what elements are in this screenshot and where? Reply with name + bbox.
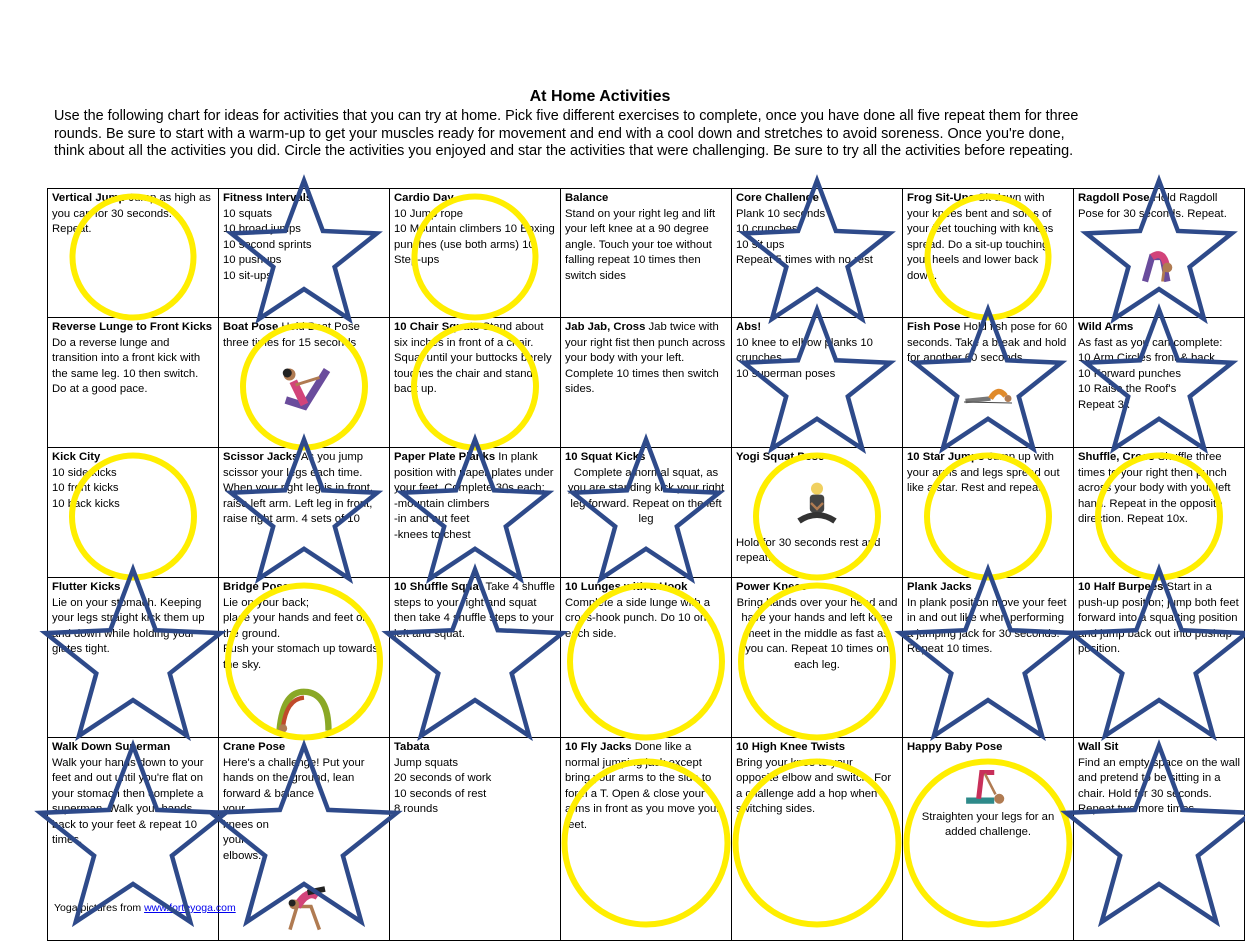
activity-cell-10-squat-kicks	[561, 448, 732, 578]
activity-title: 10 Half Burpees	[1078, 581, 1163, 593]
activity-cell-abs	[732, 318, 903, 448]
activity-description: Walk your hands down to your feet and out until you're flat on your stomach then complete a superman. Walk your hands back to your feet & repeat 10 times.	[52, 756, 214, 849]
activity-cell-10-fly-jacks	[561, 738, 732, 941]
activity-title: Boat Pose	[223, 321, 278, 333]
activity-cell-cardio-day	[390, 189, 561, 318]
activity-title: Crane Pose	[223, 740, 385, 756]
activity-cell-10-half-burpees	[1074, 578, 1245, 738]
activity-note: Hold for 30 seconds rest and repeat.	[736, 536, 898, 567]
activity-title: 10 Chair Squats	[394, 321, 479, 333]
activity-title: Fish Pose	[907, 321, 960, 333]
activity-description: As you jump scissor your legs each time. When your right leg is in front, raise left arm. Left leg in front, raise right arm. 4 sets of 10	[223, 451, 373, 525]
activity-cell-jab-jab-cross	[561, 318, 732, 448]
activity-description: Jab twice with your right fist then punch across your body with your left. Complete 10 times then switch sides.	[565, 321, 725, 395]
page-title: At Home Activities	[0, 88, 1200, 106]
activity-title: Wild Arms	[1078, 320, 1240, 336]
happybaby-figure	[948, 760, 1028, 810]
footer-credit	[54, 902, 236, 914]
activity-cell-power-knees	[732, 578, 903, 738]
activity-description: Complete a normal squat, as you are standing kick your right leg forward. Repeat on the left leg	[565, 466, 727, 528]
activity-cell-frog-sit-ups	[903, 189, 1074, 318]
instructions-paragraph: Use the following chart for ideas for activities that you can try at home. Pick five different exercises to complete, once you have done all five repeat them for three rounds. Be sure to start with a warm-up to get your muscles ready for movement and end with a cool down and stretches to avoid soreness. Once you're done, think about all the activities you did. Circle the activities you enjoyed and star the activities that were challenging. Be sure to try all the activities before repeating.	[54, 108, 1094, 161]
activity-cell-bridge-pose	[219, 578, 390, 738]
activity-cell-flutter-kicks	[48, 578, 219, 738]
activity-title: Vertical Jump	[52, 192, 125, 204]
activity-title: Balance	[565, 191, 727, 207]
activity-title: Shuffle, Cross	[1078, 451, 1155, 463]
activity-title: Jab Jab, Cross	[565, 321, 645, 333]
activity-description: In plank position with paper plates under your feet. Complete 30s each: -mountain climbers -in and out feet -knees to chest	[394, 451, 554, 541]
activity-title: Fitness Intervals	[223, 191, 385, 207]
activity-title: Kick City	[52, 450, 214, 466]
activity-description: Hold Ragdoll Pose for 30 seconds. Repeat.	[1078, 192, 1227, 220]
activity-title: Wall Sit	[1078, 740, 1240, 756]
activity-description: Lie on your stomach. Keeping your legs straight kick them up and down while holding your glutes tight.	[52, 596, 214, 658]
yogi-figure	[787, 470, 847, 536]
activity-title: Reverse Lunge to Front Kicks	[52, 320, 214, 336]
activity-description: 10 knee to elbow planks 10 crunches 10 superman poses	[736, 336, 898, 383]
activity-description: In plank position move your feet in and out like when performing a jumping jack for 30 seconds. Repeat 10 times.	[907, 596, 1069, 658]
activity-cell-10-chair-squats	[390, 318, 561, 448]
grid-row	[48, 189, 1245, 318]
activity-description: Sit down with your knees bent and soles of your feet touching with knees spread. Do a sit-up touching your heels and lower back down.	[907, 192, 1053, 282]
activity-grid	[47, 188, 1245, 941]
crane-figure	[269, 868, 339, 938]
activity-cell-wall-sit	[1074, 738, 1245, 941]
activity-title: 10 Fly Jacks	[565, 741, 632, 753]
activity-description: Bring hands over your head and have your hands and left knee meet in the middle as fast as you can. Repeat 10 times on each leg.	[736, 596, 898, 674]
fish-figure	[933, 371, 1043, 411]
activity-title: Walk Down Superman	[52, 740, 214, 756]
activity-cell-plank-jacks	[903, 578, 1074, 738]
bridge-figure	[269, 677, 339, 735]
activity-title: 10 Lunges with a Hook	[565, 580, 727, 596]
activity-title: Core Challenge	[736, 191, 898, 207]
activity-cell-tabata	[390, 738, 561, 941]
activity-description: Plank 10 seconds 10 crunches 10 sit ups Repeat 5 times with no rest	[736, 207, 898, 269]
activity-title: 10 Star Jumps	[907, 451, 984, 463]
activity-title: Scissor Jacks	[223, 451, 298, 463]
activity-cell-ragdoll-pose	[1074, 189, 1245, 318]
activity-description: Hold fish pose for 60 seconds. Take a break and hold for another 60 seconds.	[907, 321, 1067, 364]
activity-cell-happy-baby-pose	[903, 738, 1074, 941]
activity-title: 10 Squat Kicks	[565, 450, 727, 466]
activity-title: Tabata	[394, 740, 556, 756]
activity-description: Jump up with your arms and legs spread out like a star. Rest and repeat.	[907, 451, 1060, 494]
boat-figure	[257, 355, 352, 415]
activity-description: Take 4 shuffle steps to your right and squat then take 4 shuffle steps to your left and squat.	[394, 581, 555, 640]
activity-cell-fish-pose	[903, 318, 1074, 448]
activity-description: Lie on your back; place your hands and feet on the ground. Push your stomach up towards the sky.	[223, 596, 385, 674]
activity-title: Abs!	[736, 320, 898, 336]
activity-description: Shuffle three times to your right then punch across your body with your left hand. Repeat in the opposite direction. Repeat 10x.	[1078, 451, 1231, 525]
activity-cell-crane-pose	[219, 738, 390, 941]
activity-cell-yogi-squat-pose	[732, 448, 903, 578]
activity-title: Paper Plate Planks	[394, 451, 495, 463]
activity-description: Find an empty space on the wall and pretend to be sitting in a chair. Hold for 30 seconds. Repeat two more times.	[1078, 756, 1240, 818]
footer-prefix: Yoga pictures from	[54, 902, 144, 914]
activity-description: As fast as you can complete: 10 Arm Circles front & back 10 Forward punches 10 Raise the Roof's Repeat 3x	[1078, 336, 1240, 414]
activity-note: Straighten your legs for an added challenge.	[907, 810, 1069, 841]
activity-cell-kick-city	[48, 448, 219, 578]
activity-description: Complete a side lunge with a cross-hook punch. Do 10 on each side.	[565, 596, 727, 643]
activity-cell-10-lunges-with-a-hook	[561, 578, 732, 738]
activity-title: Power Knees	[736, 580, 898, 596]
activity-title: Happy Baby Pose	[907, 740, 1069, 756]
activity-description: Jump as high as you can for 30 seconds. Repeat.	[52, 192, 211, 235]
activity-description: Start in a push-up position; jump both feet forward into a squatting position and jump back out into pushup position.	[1078, 581, 1239, 655]
activity-description: Stand about six inches in front of a chair. Squat until your buttocks barely touches the chair and stand back up.	[394, 321, 552, 395]
activity-title: Ragdoll Pose	[1078, 192, 1150, 204]
activity-title: Bridge Pose	[223, 580, 385, 596]
activity-cell-wild-arms	[1074, 318, 1245, 448]
activity-description: Hold Boat Pose three times for 15 seconds	[223, 321, 360, 349]
activity-description: Do a reverse lunge and transition into a front kick with the same leg. 10 then switch. Do at a good pace.	[52, 336, 214, 398]
activity-description: 10 side kicks 10 front kicks 10 back kicks	[52, 466, 214, 513]
activity-title: Plank Jacks	[907, 580, 1069, 596]
activity-title: 10 Shuffle Squat	[394, 581, 483, 593]
activity-cell-10-high-knee-twists	[732, 738, 903, 941]
activity-cell-reverse-lunge-to-front-kicks	[48, 318, 219, 448]
footer-link[interactable]: www.forteyoga.com	[144, 902, 236, 914]
ragdoll-figure	[1124, 226, 1194, 288]
activity-description: Done like a normal jumping jack except bring your arms to the side to form a T. Open & close your arms in front as you move your feet.	[565, 741, 720, 831]
activity-cell-paper-plate-planks	[390, 448, 561, 578]
activity-cell-boat-pose	[219, 318, 390, 448]
activity-cell-core-challenge	[732, 189, 903, 318]
activity-description: Stand on your right leg and lift your left knee at a 90 degree angle. Touch your toe without falling repeat 10 times then switch sides	[565, 207, 727, 285]
activity-cell-scissor-jacks	[219, 448, 390, 578]
activity-cell-10-star-jumps	[903, 448, 1074, 578]
activity-description: 10 squats 10 broad jumps 10 second sprints 10 pushups 10 sit-ups	[223, 207, 385, 285]
activity-cell-shuffle-cross	[1074, 448, 1245, 578]
activity-cell-balance	[561, 189, 732, 318]
grid-row	[48, 318, 1245, 448]
activity-cell-10-shuffle-squat	[390, 578, 561, 738]
grid-row	[48, 578, 1245, 738]
activity-cell-fitness-intervals	[219, 189, 390, 318]
activity-title: Frog Sit-Ups	[907, 192, 975, 204]
activity-title: Yogi Squat Pose	[736, 451, 824, 463]
activity-description: Here's a challenge! Put your hands on the ground, lean forward & balance your knees on your elbows.	[223, 756, 385, 865]
activity-title: Flutter Kicks	[52, 580, 214, 596]
activity-title: Cardio Day	[394, 191, 556, 207]
activity-description: 10 Jump rope 10 Mountain climbers 10 Boxing punches (use both arms) 10 Step-ups	[394, 207, 556, 269]
grid-row	[48, 448, 1245, 578]
activity-description: Jump squats 20 seconds of work 10 seconds of rest 8 rounds	[394, 756, 556, 818]
activity-description: Bring your knee to your opposite elbow and switch. For a challenge add a hop when switching sides.	[736, 756, 898, 818]
activity-title: 10 High Knee Twists	[736, 740, 898, 756]
activity-cell-vertical-jump	[48, 189, 219, 318]
